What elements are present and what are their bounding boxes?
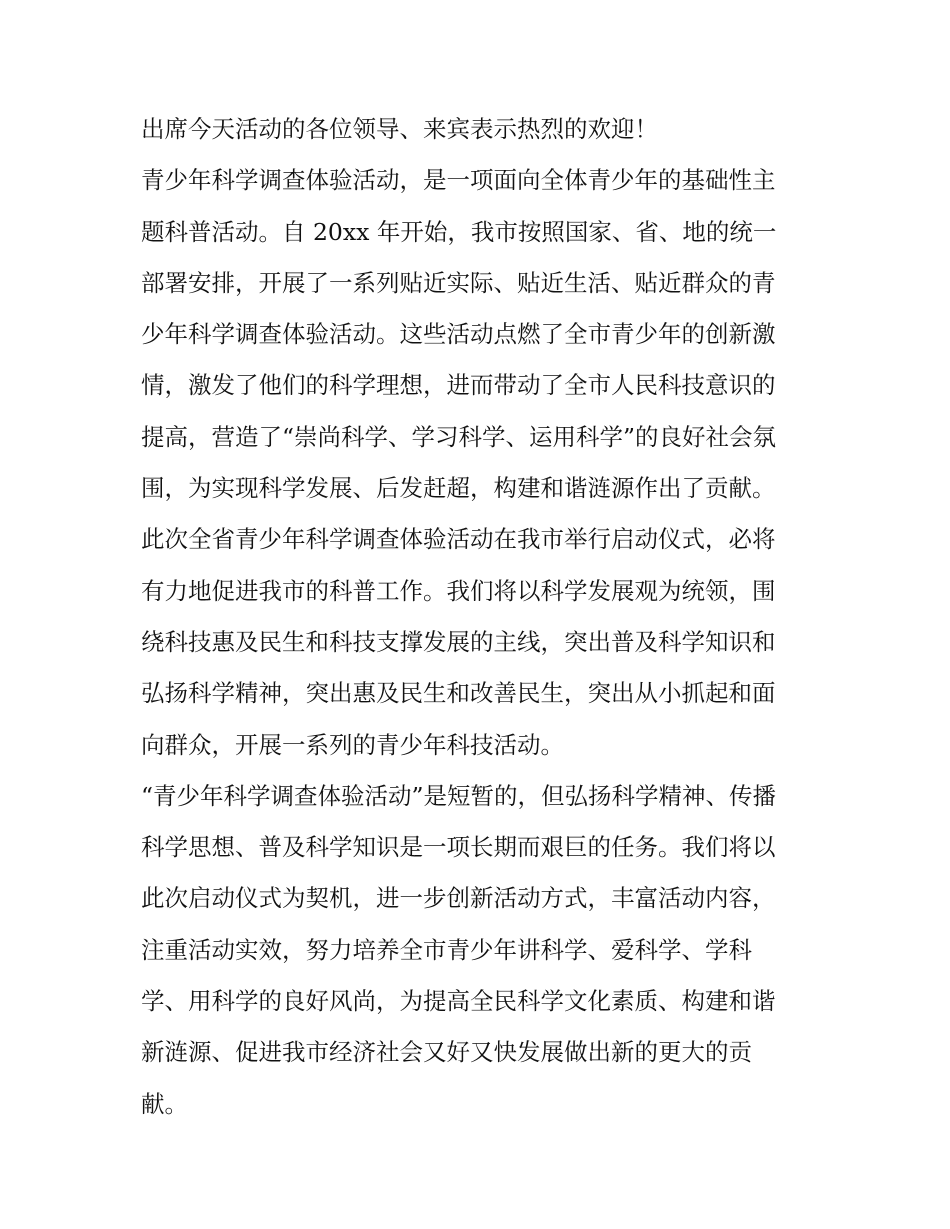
text-line: 注重活动实效，努力培养全市青少年讲科学、爱科学、学科 — [141, 935, 752, 964]
text-line: 题科普活动。自 20xx 年开始，我市按照国家、省、地的统一 — [141, 217, 777, 246]
text-line: 青少年科学调查体验活动，是一项面向全体青少年的基础性主 — [141, 166, 776, 195]
text-line: 学、用科学的良好风尚，为提高全民科学文化素质、构建和谐 — [141, 987, 776, 1016]
text-line: “青少年科学调查体验活动”是短暂的，但弘扬科学精神、传播 — [141, 781, 777, 810]
text-line: 此次全省青少年科学调查体验活动在我市举行启动仪式，必将 — [141, 525, 776, 554]
text-line: 绕科技惠及民生和科技支撑发展的主线，突出普及科学知识和 — [141, 627, 776, 656]
text-line: 部署安排，开展了一系列贴近实际、贴近生活、贴近群众的青 — [141, 268, 776, 297]
text-line: 新涟源、促进我市经济社会又好又快发展做出新的更大的贡 — [141, 1038, 752, 1067]
text-line: 出席今天活动的各位领导、来宾表示热烈的欢迎！ — [141, 115, 658, 143]
text-line: 提高，营造了“崇尚科学、学习科学、运用科学”的良好社会氛 — [141, 422, 777, 451]
document-body — [141, 104, 813, 1130]
text-line: 科学思想、普及科学知识是一项长期而艰巨的任务。我们将以 — [141, 833, 776, 862]
text-line: 向群众，开展一系列的青少年科技活动。 — [141, 730, 564, 759]
text-line: 弘扬科学精神，突出惠及民生和改善民生，突出从小抓起和面 — [141, 679, 776, 708]
text-line: 有力地促进我市的科普工作。我们将以科学发展观为统领，围 — [141, 576, 776, 605]
text-line: 此次启动仪式为契机，进一步创新活动方式，丰富活动内容， — [141, 884, 776, 913]
text-line: 情，激发了他们的科学理想，进而带动了全市人民科技意识的 — [141, 371, 776, 400]
text-line: 少年科学调查体验活动。这些活动点燃了全市青少年的创新激 — [141, 320, 776, 349]
text-line: 献。 — [141, 1089, 188, 1118]
text-line: 围，为实现科学发展、后发赶超，构建和谐涟源作出了贡献。 — [141, 474, 776, 503]
